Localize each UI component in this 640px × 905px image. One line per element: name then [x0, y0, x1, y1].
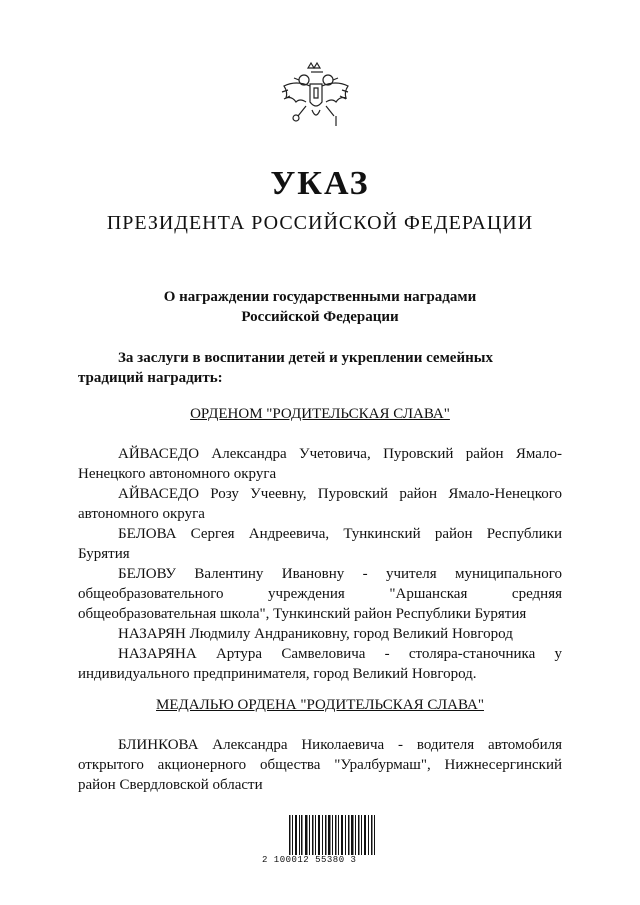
section-title-order: ОРДЕНОМ "РОДИТЕЛЬСКАЯ СЛАВА" [190, 406, 450, 422]
subject-line: О награждении государственными наградами [163, 289, 477, 305]
recipient-entry: БЛИНКОВА Александра Николаевича - водителя автомобиля открытого акционерного общества "Уралбурмаш", Нижнесергинский район Свердловской области [78, 737, 562, 793]
preamble-line: За заслуги в воспитании детей и укреплении семейных [118, 350, 493, 366]
recipient-entry: БЕЛОВУ Валентину Ивановну - учителя муниципального общеобразовательного учреждения "Аршанская средняя общеобразовательная школа", Тункинский район Республики Бурятия [78, 566, 562, 622]
recipient-entry: НАЗАРЯНА Артура Самвеловича - столяра-станочника у индивидуального предпринимателя, город Великий Новгород. [78, 646, 562, 682]
recipient-entry: АЙВАСЕДО Александра Учетовича, Пуровский район Ямало-Ненецкого автономного округа [78, 446, 562, 482]
subject-line: Российской Федерации [241, 309, 399, 325]
decree-subject [0, 287, 640, 327]
medal-recipient-list [78, 735, 562, 795]
barcode-number: 2 100012 55380 3 [262, 855, 357, 865]
preamble-line: традиций наградить: [78, 370, 223, 386]
section-title-medal: МЕДАЛЬЮ ОРДЕНА "РОДИТЕЛЬСКАЯ СЛАВА" [156, 697, 484, 713]
document-subtitle: ПРЕЗИДЕНТА РОССИЙСКОЙ ФЕДЕРАЦИИ [106, 212, 534, 234]
decree-preamble [78, 348, 562, 388]
recipient-entry: НАЗАРЯН Людмилу Андраниковну, город Великий Новгород [118, 626, 513, 642]
document-title: УКАЗ [270, 165, 370, 202]
recipient-entry: БЕЛОВА Сергея Андреевича, Тункинский район Республики Бурятия [78, 526, 562, 562]
order-recipient-list [78, 444, 562, 684]
recipient-entry: АЙВАСЕДО Розу Учеевну, Пуровский район Ямало-Ненецкого автономного округа [78, 486, 562, 522]
double-headed-eagle-icon [270, 58, 362, 138]
barcode-icon [287, 815, 377, 855]
